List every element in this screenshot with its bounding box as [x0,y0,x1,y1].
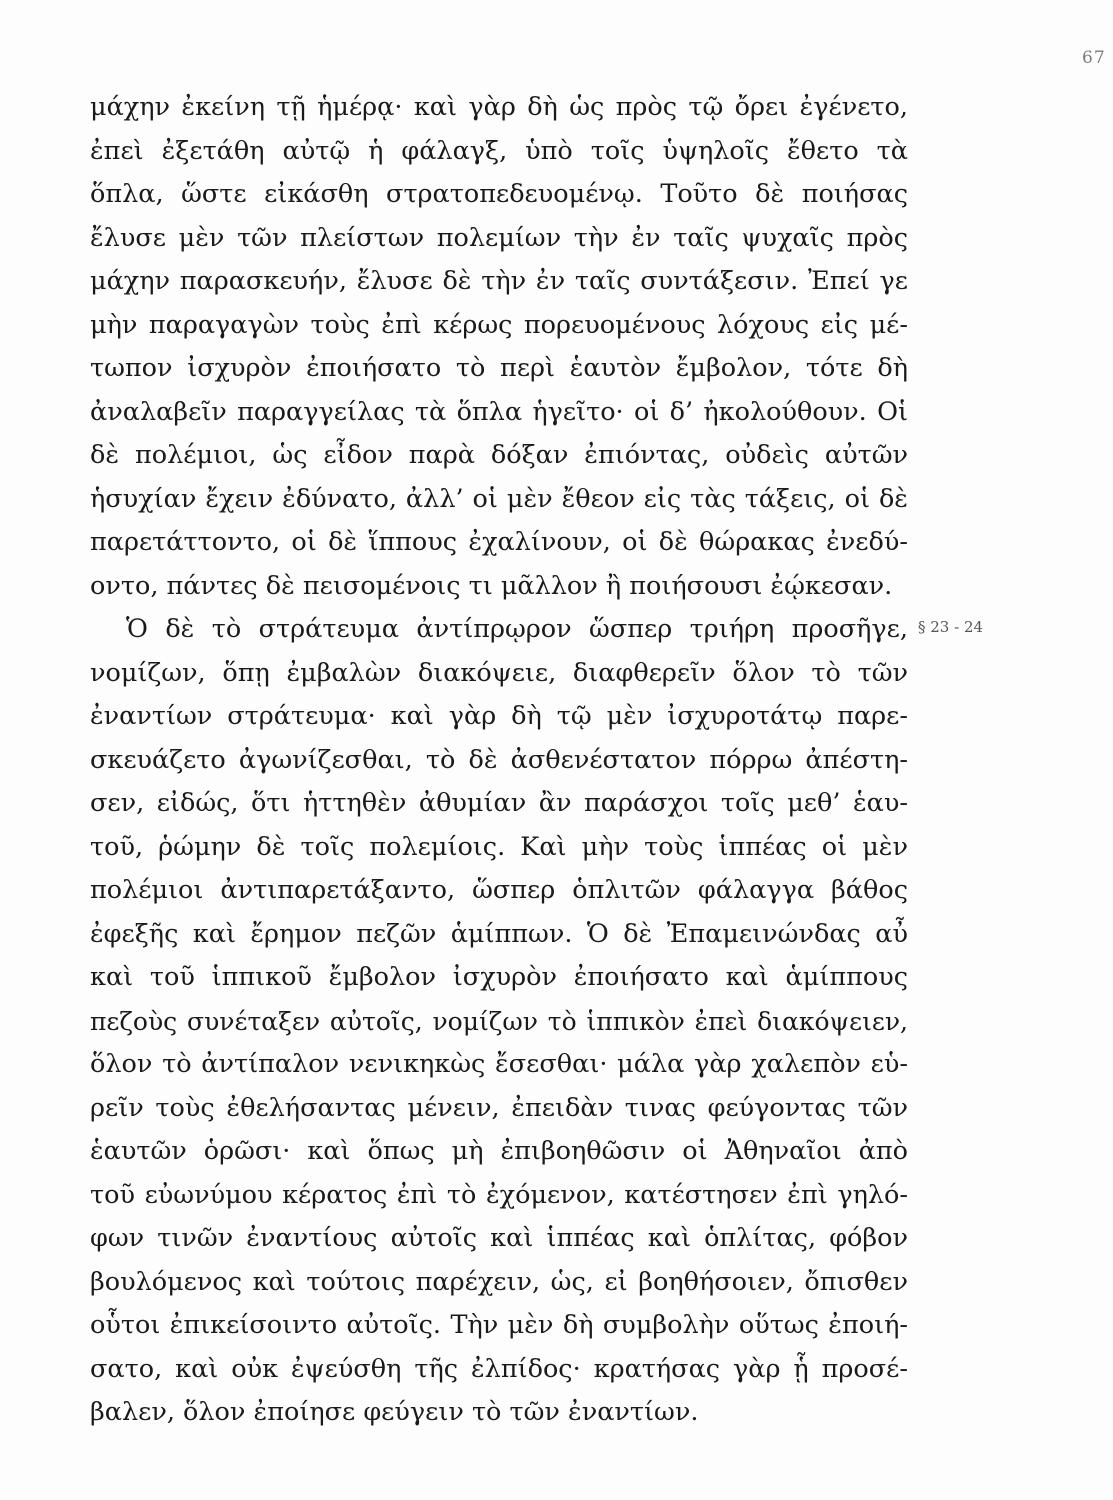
body-text [90,86,908,1435]
text-line: τωπον ἰσχυρὸν ἐποιήσατο τὸ περὶ ἑαυτὸν ἔμβολον, τότε δὴ [90,353,908,383]
text-line: βουλόμενος καὶ τούτοις παρέχειν, ὡς, εἰ βοηθήσοιεν, ὄπισθεν [90,1266,908,1297]
text-line: βαλεν, ὅλον ἐποίησε φεύγειν τὸ τῶν ἐναντίων. [90,1397,699,1427]
text-line: οὗτοι ἐπικείσοιντο αὐτοῖς. Τὴν μὲν δὴ συμβολὴν οὕτως ἐποιή- [90,1310,908,1340]
text-line: ἐναντίων στράτευμα· καὶ γὰρ δὴ τῷ μὲν ἰσχυροτάτῳ παρε- [90,701,908,731]
text-line: μάχην ἐκείνη τῇ ἡμέρᾳ· καὶ γὰρ δὴ ὡς πρὸς τῷ ὄρει ἐγένετο, [90,92,908,122]
text-line: πεζοὺς συνέταξεν αὐτοῖς, νομίζων τὸ ἱππικὸν ἐπεὶ διακόψειεν, [90,1006,908,1036]
text-line: τοῦ εὐωνύμου κέρατος ἐπὶ τὸ ἐχόμενον, κατέστησεν ἐπὶ γηλό- [90,1179,908,1210]
section-reference: § 23 - 24 [918,618,984,636]
text-line: σατο, καὶ οὐκ ἐψεύσθη τῆς ἐλπίδος· κρατήσας γὰρ ᾗ προσέ- [90,1353,908,1384]
text-line: ἐφεξῆς καὶ ἔρημον πεζῶν ἁμίππων. Ὁ δὲ Ἐπαμεινώνδας αὖ [90,918,908,949]
paragraph-1 [90,86,908,608]
text-line: ὅλον τὸ ἀντίπαλον νενικηκὼς ἔσεσθαι· μάλα γὰρ χαλεπὸν εὑ- [90,1049,908,1079]
text-line: ἔλυσε μὲν τῶν πλείστων πολεμίων τὴν ἐν ταῖς ψυχαῖς πρὸς [90,222,908,253]
text-line: μάχην παρασκευήν, ἔλυσε δὲ τὴν ἐν ταῖς συντάξεσιν. Ἐπεί γε [90,266,908,296]
page-number: 67 [1082,48,1106,68]
text-line: πολέμιοι ἀντιπαρετάξαντο, ὥσπερ ὁπλιτῶν φάλαγγα βάθος [90,875,908,905]
text-line: ἑαυτῶν ὁρῶσι· καὶ ὅπως μὴ ἐπιβοηθῶσιν οἱ Ἀθηναῖοι ἀπὸ [90,1136,908,1166]
text-line: ρεῖν τοὺς ἐθελήσαντας μένειν, ἐπειδὰν τινας φεύγοντας τῶν [90,1092,908,1123]
text-line: ἀναλαβεῖν παραγγείλας τὰ ὅπλα ἡγεῖτο· οἱ δ’ ἠκολούθουν. Οἱ [90,396,908,427]
text-line: σεν, εἰδώς, ὅτι ἡττηθὲν ἀθυμίαν ἂν παράσχοι τοῖς μεθ’ ἑαυ- [90,788,908,818]
text-line: μὴν παραγαγὼν τοὺς ἐπὶ κέρως πορευομένους λόχους εἰς μέ- [90,309,908,340]
text-line: δὲ πολέμιοι, ὡς εἶδον παρὰ δόξαν ἐπιόντας, οὐδεὶς αὐτῶν [90,440,908,470]
paragraph-2 [90,608,908,1435]
text-line: ἐπεὶ ἐξετάθη αὐτῷ ἡ φάλαγξ, ὑπὸ τοῖς ὑψηλοῖς ἔθετο τὰ [90,135,908,166]
text-line: φων τινῶν ἐναντίους αὐτοῖς καὶ ἱππέας καὶ ὁπλίτας, φόβον [90,1223,908,1253]
text-line: νομίζων, ὅπῃ ἐμβαλὼν διακόψειε, διαφθερεῖν ὅλον τὸ τῶν [90,657,908,688]
text-line: οντο, πάντες δὲ πεισομένοις τι μᾶλλον ἢ ποιήσουσι ἐῴκεσαν. [90,570,893,601]
text-line: τοῦ, ῥώμην δὲ τοῖς πολεμίοις. Καὶ μὴν τοὺς ἱππέας οἱ μὲν [90,831,908,862]
text-line: ἡσυχίαν ἔχειν ἐδύνατο, ἀλλ’ οἱ μὲν ἔθεον εἰς τὰς τάξεις, οἱ δὲ [90,483,908,514]
text-line: σκευάζετο ἀγωνίζεσθαι, τὸ δὲ ἀσθενέστατον πόρρω ἀπέστη- [90,744,908,775]
text-line: παρετάττοντο, οἱ δὲ ἵππους ἐχαλίνουν, οἱ δὲ θώρακας ἐνεδύ- [90,527,908,557]
text-line: καὶ τοῦ ἱππικοῦ ἔμβολον ἰσχυρὸν ἐποιήσατο καὶ ἁμίππους [90,962,908,992]
text-line: ὅπλα, ὥστε εἰκάσθη στρατοπεδευομένῳ. Τοῦτο δὲ ποιήσας [90,179,908,209]
text-line: Ὁ δὲ τὸ στράτευμα ἀντίπρῳρον ὥσπερ τριήρη προσῆγε, [126,614,908,644]
